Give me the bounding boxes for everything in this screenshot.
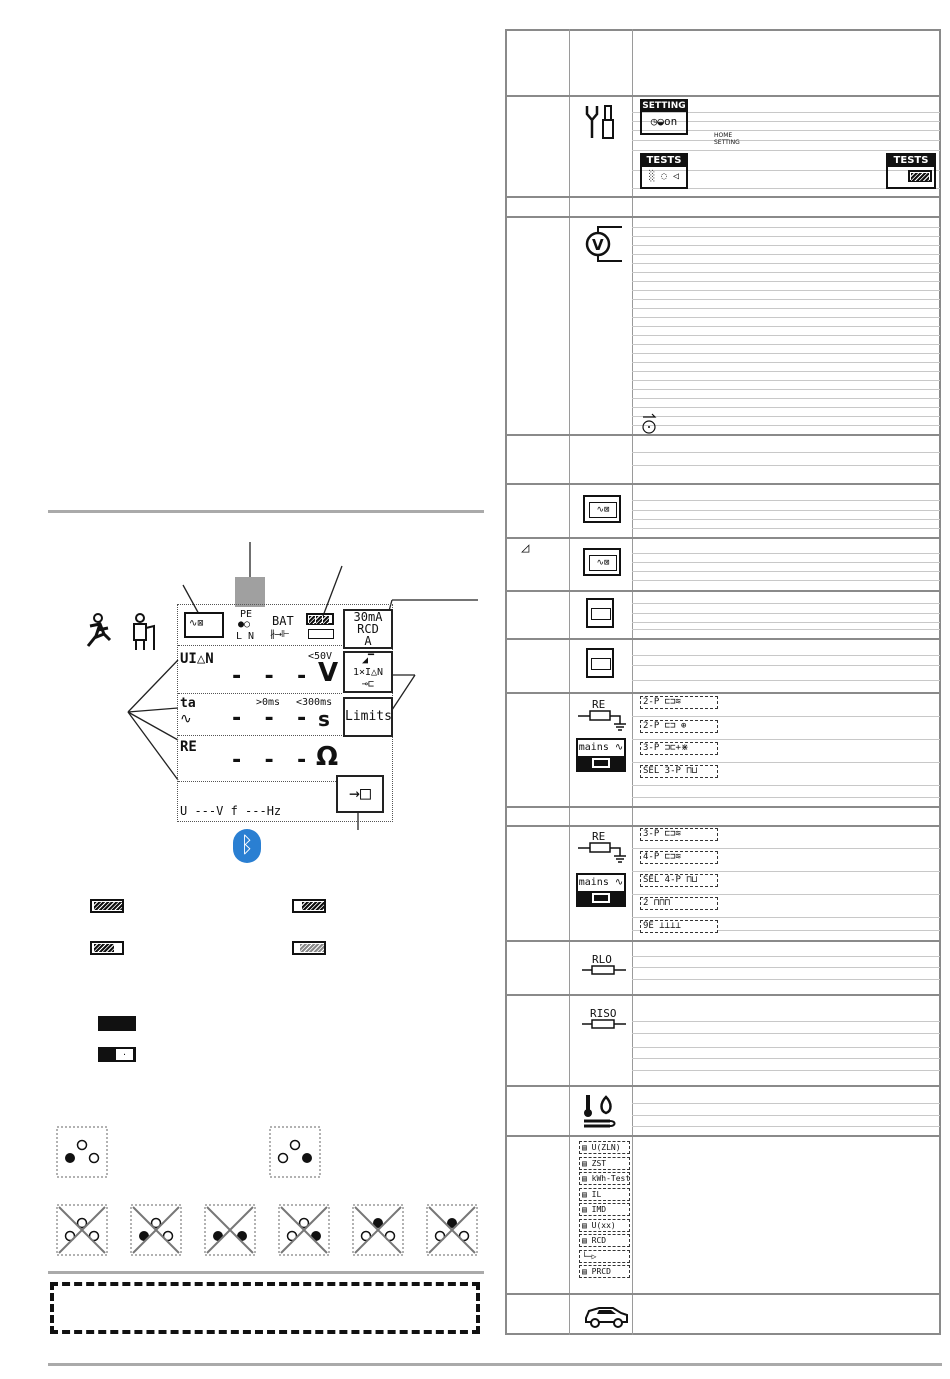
- description-line: [632, 613, 940, 614]
- description-line: [632, 281, 940, 282]
- description-line: [632, 362, 940, 363]
- extra-function-chip: └─▷: [579, 1250, 630, 1263]
- row1-quantity: UI△N: [180, 651, 214, 667]
- description-line: [632, 1058, 940, 1059]
- extra-function-chip: ▤ RCD: [579, 1234, 630, 1247]
- description-line: [632, 629, 940, 630]
- row2-quantity: ta: [180, 696, 196, 711]
- sine-wave-icon: ∿: [180, 711, 192, 727]
- description-line: [632, 1070, 940, 1071]
- sensor-icon: [580, 1093, 626, 1129]
- description-line: [632, 1115, 940, 1116]
- extra-function-chip: ▤ IL: [579, 1188, 630, 1201]
- mains-icon-2: mains ∿: [576, 873, 626, 907]
- rcd-current-button[interactable]: [343, 609, 393, 649]
- row3-quantity: RE: [180, 739, 197, 755]
- earth-resistance-icon-1: [576, 696, 630, 732]
- description-line: [632, 416, 940, 417]
- bluetooth-status-icon: ∦⟶⊩: [270, 629, 290, 640]
- description-line: [632, 407, 940, 408]
- mode-label: 1×I△N: [352, 667, 384, 678]
- description-line: [632, 894, 940, 895]
- description-line: [632, 398, 940, 399]
- description-line: [632, 245, 940, 246]
- dash-dot-frame: [50, 1282, 480, 1334]
- pattern-fail-5: [353, 1205, 403, 1255]
- row2-value: - - -: [230, 706, 312, 731]
- description-line: [632, 425, 940, 426]
- riso-icon: [580, 1006, 630, 1032]
- description-line: [632, 299, 940, 300]
- description-line: [632, 716, 940, 717]
- bluetooth-icon: ᛒ: [233, 829, 261, 863]
- description-line: [632, 326, 940, 327]
- row2-upper-limit: <300ms: [296, 697, 333, 708]
- row1-unit: V: [318, 658, 339, 688]
- mode-button[interactable]: [343, 651, 393, 693]
- pattern-fail-1: [57, 1205, 107, 1255]
- description-line: [632, 140, 940, 141]
- section-rule-top: [48, 510, 484, 513]
- pattern-fail-2: [131, 1205, 181, 1255]
- status-block-filled: [98, 1016, 136, 1031]
- chip-2p-b: 2-P ⊏⊐ ⊕: [640, 720, 718, 733]
- battery-full-icon: [90, 899, 124, 913]
- pe-label: PE: [240, 609, 253, 620]
- setting-sub: ◷◒on: [650, 115, 678, 128]
- description-line: [632, 1103, 940, 1104]
- rcd-meter-icon-1: ∿⊠: [583, 495, 621, 523]
- svg-text:RISO: RISO: [590, 1007, 617, 1020]
- battery-icon: [306, 613, 334, 625]
- rcd-type-icon: ∿⊠: [184, 612, 224, 638]
- loop-meter-icon-1: [586, 598, 614, 628]
- description-line: [632, 680, 940, 681]
- chip-sel-3p: SEL 3-P ⊓⊔: [640, 765, 718, 778]
- description-line: [632, 956, 940, 957]
- chip-3p-b: 3-P ⊏⊐≋: [640, 828, 718, 841]
- tests-icon-1: [640, 153, 688, 189]
- description-line: [632, 335, 940, 336]
- chip-9e: 9E ⊥⊥⊥⊥: [640, 920, 718, 933]
- rcd-unit-text: A: [364, 634, 372, 648]
- description-line: [632, 519, 940, 520]
- tests-icon-2: [886, 153, 936, 189]
- limits-button[interactable]: Limits: [343, 697, 393, 737]
- loop-meter-icon-2: [586, 648, 614, 678]
- extra-function-chip: ▤ U(xx): [579, 1219, 630, 1232]
- mains-icon-1: mains ∿: [576, 738, 626, 772]
- extra-function-chip: ▤ ZST: [579, 1157, 630, 1170]
- svg-text:RE: RE: [592, 698, 606, 711]
- voltmeter-icon: [582, 224, 628, 264]
- pattern-fail-6: [427, 1205, 477, 1255]
- description-line: [632, 1033, 940, 1034]
- battery-icon: [908, 170, 932, 182]
- probe-patterns: [55, 1125, 485, 1260]
- mains-label-1: mains: [578, 742, 609, 753]
- chip-2p-a: 2-P ⊏⊐≋: [640, 696, 718, 709]
- probe-dots-icon: ●○: [238, 619, 251, 630]
- setting-label: SETTING: [642, 101, 686, 111]
- chip-sel-4p: SEL 4-P ⊓⊔: [640, 874, 718, 887]
- table-col-1: [569, 29, 570, 1335]
- rcd-label-text: RCD: [357, 622, 379, 636]
- rcd-current-text: 30mA: [353, 610, 383, 624]
- description-line: [632, 655, 940, 656]
- pattern-fail-4: [279, 1205, 329, 1255]
- row1-limit: <50V: [308, 651, 333, 662]
- description-line: [632, 389, 940, 390]
- bat-label: BAT: [272, 614, 294, 628]
- table-col-2: [632, 29, 633, 1335]
- extra-function-chip: ▤ PRCD: [579, 1265, 630, 1278]
- footer-readout: U ---V f ---Hz: [180, 804, 282, 818]
- rlo-icon: [580, 952, 630, 978]
- highlight-square: [235, 577, 265, 607]
- description-line: [632, 562, 940, 563]
- description-line: [632, 500, 940, 501]
- description-line: [632, 553, 940, 554]
- tests-label-2: TESTS: [888, 155, 934, 167]
- description-line: [632, 344, 940, 345]
- pattern-ok-2: [270, 1127, 320, 1177]
- pattern-fail-3: [205, 1205, 255, 1255]
- pattern-ok-1: [57, 1127, 107, 1177]
- row3-unit: Ω: [316, 742, 339, 772]
- pe-ln-label: L N: [236, 631, 255, 642]
- extra-function-chip: ▤ IMD: [579, 1203, 630, 1216]
- description-line: [632, 797, 940, 798]
- description-line: [632, 308, 940, 309]
- description-line: [632, 739, 940, 740]
- row3-value: - - -: [230, 748, 312, 773]
- mains-label-2: mains: [578, 877, 609, 888]
- description-line: [632, 272, 940, 273]
- svg-text:RE: RE: [592, 830, 606, 843]
- description-line: [632, 580, 940, 581]
- description-line: [632, 603, 940, 604]
- page-rule-bottom: [48, 1363, 942, 1366]
- description-line: [632, 848, 940, 849]
- description-line: [632, 465, 940, 466]
- description-line: [632, 510, 940, 511]
- description-line: [632, 150, 940, 151]
- person-running-icon: [80, 612, 170, 652]
- description-line: [632, 290, 940, 291]
- section-rule-bottom: [48, 1271, 484, 1274]
- description-line: [632, 665, 940, 666]
- battery-three-quarter-icon: [292, 899, 326, 913]
- tests-label-1: TESTS: [642, 155, 686, 167]
- description-line: [632, 227, 940, 228]
- battery-half-icon: [90, 941, 124, 955]
- description-line: [632, 1126, 940, 1127]
- side-mark-icon: ◿: [521, 540, 530, 556]
- battery-low-icon: [292, 941, 326, 955]
- description-line: [632, 317, 940, 318]
- description-line: [632, 371, 940, 372]
- car-icon: [583, 1302, 629, 1328]
- description-line: [632, 762, 940, 763]
- tests-sub-1: ░ ◌ ◁: [648, 171, 680, 182]
- tools-icon: [583, 104, 619, 140]
- setting-icon: [640, 99, 688, 135]
- extra-function-chip: ▤ U(ZLN): [579, 1141, 630, 1154]
- description-line: [632, 979, 940, 980]
- description-line: [632, 1021, 940, 1022]
- ramp-icon: ◢▔: [361, 655, 375, 666]
- description-line: [632, 967, 940, 968]
- description-line: [632, 236, 940, 237]
- chip-3p: 3-P ⊐⊏+⋇: [640, 742, 718, 755]
- plug-icon: ⊸⊏: [361, 679, 375, 690]
- bar-icon: [308, 629, 334, 639]
- extra-function-chip: ▤ kWh-Test: [579, 1172, 630, 1185]
- description-line: [632, 571, 940, 572]
- description-line: [632, 353, 940, 354]
- save-button[interactable]: →□: [336, 775, 384, 813]
- earth-resistance-icon-2: [576, 828, 630, 864]
- chip-2-clamps: 2 ⊓⊓⊓: [640, 897, 718, 910]
- description-line: [632, 622, 940, 623]
- home-setting-icon: HOME SETTING: [714, 132, 740, 146]
- description-line: [632, 917, 940, 918]
- description-line: [632, 785, 940, 786]
- rcd-meter-icon-2: ∿⊠: [583, 548, 621, 576]
- description-line: [632, 1047, 940, 1048]
- description-line: [632, 380, 940, 381]
- row2-unit: s: [318, 707, 330, 731]
- row2-lower-limit: >0ms: [256, 697, 281, 708]
- description-line: [632, 528, 940, 529]
- description-line: [632, 452, 940, 453]
- rotation-icon: [640, 413, 660, 435]
- chip-4p: 4-P ⊏⊐≋: [640, 851, 718, 864]
- description-line: [632, 263, 940, 264]
- row1-value: - - -: [230, 664, 312, 689]
- status-block-partial: ·: [98, 1047, 136, 1062]
- svg-text:RLO: RLO: [592, 953, 612, 966]
- svg-text:V: V: [592, 236, 604, 254]
- description-line: [632, 871, 940, 872]
- reference-table: [505, 29, 941, 1335]
- description-line: [632, 254, 940, 255]
